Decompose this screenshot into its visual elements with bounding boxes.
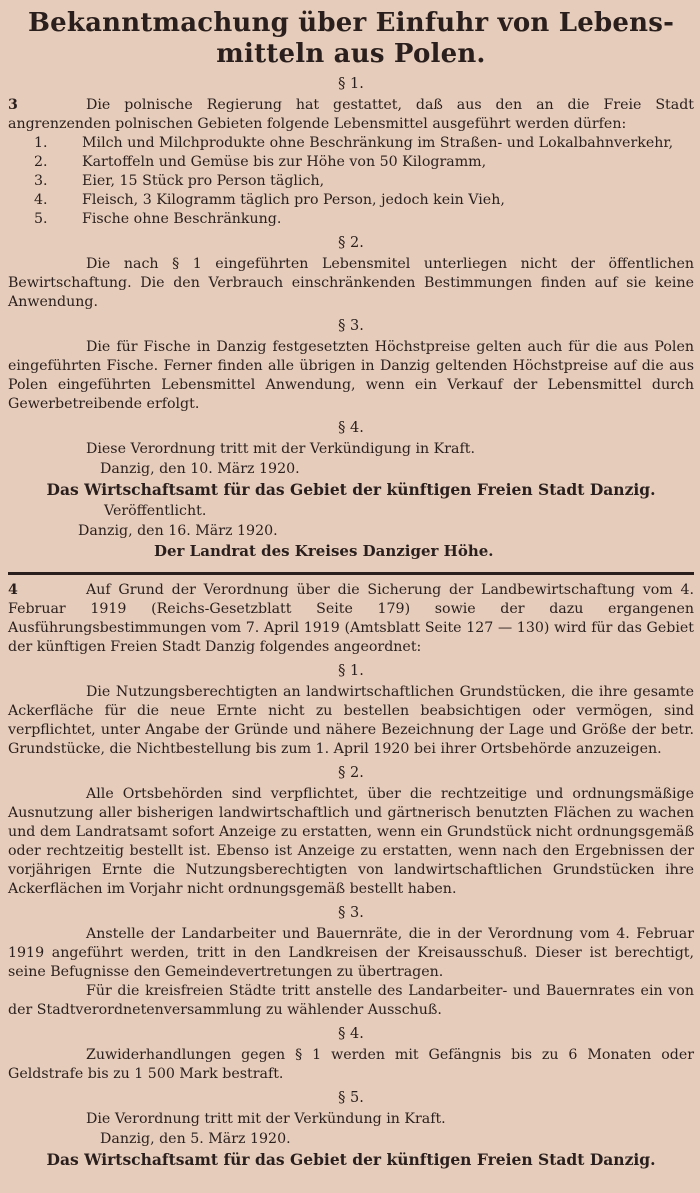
notice-2-intro: 4 Auf Grund der Verordnung über die Sicherung der Landbewirtschaftung vom 4. Februar 1919 (Reichs-Gesetzblatt Seite 179) sowie der dazu ergangenen Ausführungsbestimmungen vom 7. April 1919 (Amtsblatt Seite 127 — 130) wird für das Gebiet der künftigen Freien Stadt Danzig folgendes angeordnet: [8, 582, 694, 655]
list-item: 2. Kartoffeln und Gemüse bis zur Höhe von 50 Kilogramm, [34, 154, 487, 170]
authority-signature: Das Wirtschaftsamt für das Gebiet der künftigen Freien Stadt Danzig. [46, 1150, 656, 1169]
notice-2-section-5-heading: § 5. [338, 1090, 364, 1106]
notice-2-section-3-heading: § 3. [338, 905, 364, 921]
landrat-signature: Der Landrat des Kreises Danziger Höhe. [154, 542, 494, 560]
notice-2-section-2-text: Alle Ortsbehörden sind verpflichtet, über die rechtzeitige und ordnungsmäßige Ausnutzung aller bisherigen landwirtschaftlich und gärtnerisch benutzten Flächen zu wachen und dem Landratsamt sofort Anzeige zu erstatten, wenn ein Grundstück nicht ordnungsgemäß oder rechtzeitig bestellt ist. Ebenso ist Anzeige zu erstatten, wenn nach den Ergebnissen der vorjährigen Ernte die Nutzungsberechtigten von landwirtschaftlichen Grundstücken ihre Ackerflächen im Vorjahr nicht ordnungsgemäß bestellt haben. [8, 786, 694, 897]
section-divider [8, 572, 694, 575]
published-note: Veröffentlicht. [104, 503, 207, 519]
authority-signature: Das Wirtschaftsamt für das Gebiet der künftigen Freien Stadt Danzig. [46, 480, 656, 499]
section-1-heading: § 1. [338, 76, 364, 92]
list-item: 5. Fische ohne Beschränkung. [34, 211, 282, 227]
date-line: Danzig, den 16. März 1920. [78, 523, 278, 539]
notice-2-section-2-heading: § 2. [338, 765, 364, 781]
notice-2-section-5-text: Die Verordnung tritt mit der Verkündung in Kraft. [86, 1111, 446, 1127]
title-line-1: Bekanntmachung über Einfuhr von Lebens- [27, 8, 675, 38]
section-3-text: Die für Fische in Danzig festgesetzten Höchstpreise gelten auch für die aus Polen eingeführten Fische. Ferner finden alle übrigen in Danzig geltenden Höchstpreise auf die aus Polen eingeführten Lebensmittel Anwendung, wenn ein Verkauf der Lebensmittel durch Gewerbetreibende erfolgt. [8, 339, 694, 412]
list-item: 3. Eier, 15 Stück pro Person täglich, [34, 173, 325, 189]
section-2-heading: § 2. [338, 235, 364, 251]
section-4-text: Diese Verordnung tritt mit der Verkündigung in Kraft. [86, 441, 475, 457]
notice-2-section-1-text: Die Nutzungsberechtigten an landwirtschaftlichen Grundstücken, die ihre gesamte Ackerfläche für die neue Ernte nicht zu bestellen beabsichtigen oder vermögen, sind verpflichtet, unter Angabe der Gründe und nähere Bezeichnung der Lage und Größe der betr. Grundstücke, die Nichtbestellung bis zum 1. April 1920 bei ihrer Ortsbehörde anzuzeigen. [8, 684, 694, 757]
notice-2-section-3-text-b: Für die kreisfreien Städte tritt anstelle des Landarbeiter- und Bauernrates ein von der Stadtverordnetenversammlung zu wählender Ausschuß. [8, 983, 694, 1018]
date-line: Danzig, den 10. März 1920. [100, 461, 300, 477]
notice-2-section-4-heading: § 4. [338, 1026, 364, 1042]
notice-number: 3 [8, 97, 18, 113]
title-line-2: mitteln aus Polen. [216, 39, 486, 69]
food-list [8, 134, 694, 229]
notice-2-section-1-heading: § 1. [338, 663, 364, 679]
section-4-heading: § 4. [338, 420, 364, 436]
notice-number: 4 [8, 582, 18, 598]
date-line: Danzig, den 5. März 1920. [100, 1131, 291, 1147]
section-2-text: Die nach § 1 eingeführten Lebensmitel unterliegen nicht der öffentlichen Bewirtschaftung. Die den Verbrauch einschränkenden Bestimmungen finden auf sie keine Anwendung. [8, 256, 694, 310]
notice-2-section-4-text: Zuwiderhandlungen gegen § 1 werden mit Gefängnis bis zu 6 Monaten oder Geldstrafe bis zu 1 500 Mark bestraft. [8, 1047, 694, 1082]
section-3-heading: § 3. [338, 318, 364, 334]
section-1-text [8, 96, 694, 134]
list-item: 4. Fleisch, 3 Kilogramm täglich pro Person, jedoch kein Vieh, [34, 192, 505, 208]
notice-title [8, 8, 694, 70]
section-1-body: Die polnische Regierung hat gestattet, daß aus den an die Freie Stadt angrenzenden polnischen Gebieten folgende Lebensmittel ausgeführt werden dürfen: [8, 97, 694, 132]
list-item: 1. Milch und Milchprodukte ohne Beschränkung im Straßen- und Lokalbahnverkehr, [34, 135, 674, 151]
notice-2-section-3-text: Anstelle der Landarbeiter und Bauernräte, die in der Verordnung vom 4. Februar 1919 angeführt werden, tritt in den Landkreisen der Kreisausschuß. Dieser ist berechtigt, seine Befugnisse den Gemeindevertretungen zu übertragen. [8, 926, 694, 980]
